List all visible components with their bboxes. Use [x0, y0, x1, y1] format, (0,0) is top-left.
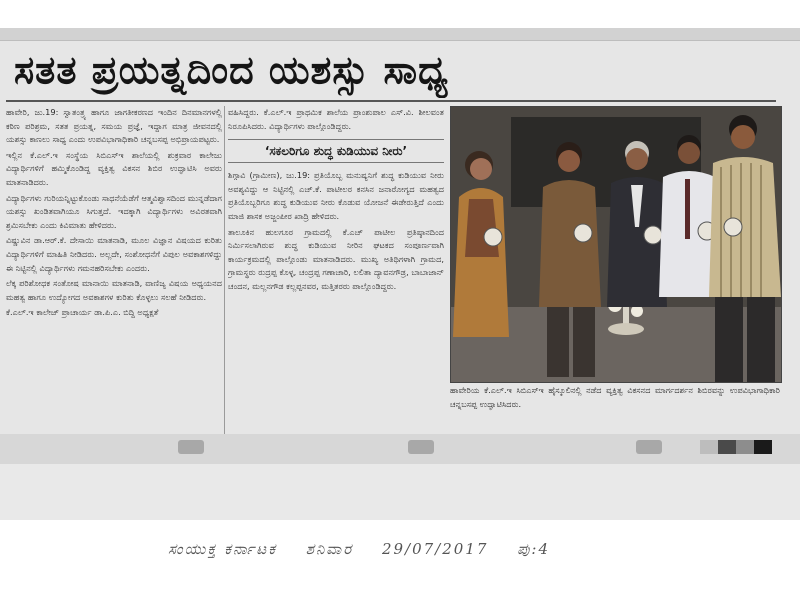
paragraph: ಶಿಗ್ಗಾವಿ (ಗ್ರಾಮೀಣ), ಜು.19: ಪ್ರತಿಯೊಬ್ಬ ಮನುಷ್ಯನಿಗೆ ಶುದ್ಧ ಕುಡಿಯುವ ನೀರು ಅವಶ್ಯವಿದ್ದು ಆ ನಿಟ್ಟಿನಲ್ಲಿ ಎಚ್.ಕೆ. ಪಾಟೀಲರ ಕನಸಿನ ಜನಾರೋಗ್ಯದ ಮಹತ್ವದ ಪ್ರತಿಯೊಬ್ಬರಿಗೂ ಶುದ್ಧ ಕುಡಿಯುವ ನೀರು ಕೊಡುವ ಯೋಜನೆ ಈಡೇರುತ್ತಿದೆ ಎಂದು ಮಾಜಿ ಶಾಸಕ ಅಜ್ಜಂಪೀರ ಖಾದ್ರಿ ಹೇಳಿದರು. — [228, 170, 444, 221]
article-column-2 — [228, 106, 444, 426]
day-name: ಶನಿವಾರ — [305, 540, 354, 558]
paragraph: ಹಾವೇರಿ, ಜು.19: ಸ್ವಾತಂತ್ರ್ಯ ಹಾಗೂ ಜಾಗತೀಕರಣದ ಇಂದಿನ ದಿನಮಾನಗಳಲ್ಲಿ ಕಠಿಣ ಪರಿಶ್ರಮ, ಸತತ ಪ್ರಯತ್ನ, ಸಮಯ ಪ್ರಜ್ಞೆ, ಇದ್ದಾಗ ಮಾತ್ರ ಜೀವನದಲ್ಲಿ ಯಶಸ್ಸು ಕಾಣಲು ಸಾಧ್ಯ ಎಂದು ಉಪವಿಭಾಗಾಧಿಕಾರಿ ಚನ್ನಬಸಪ್ಪ ಅಭಿಪ್ರಾಯಪಟ್ಟರು. — [6, 107, 222, 145]
paragraph: ಲೆಕ್ಕ ಪರಿಶೋಧಕ ಸಂತೋಷ ಮಾನಾಯಿ ಮಾತನಾಡಿ, ವಾಣಿಜ್ಯ ವಿಷಯ ಅಧ್ಯಯನದ ಮಹತ್ವ ಹಾಗೂ ಉದ್ಯೋಗದ ಅವಕಾಶಗಳ ಕುರಿತು ಕೊಳ್ಳಲು ಸಲಹೆ ನೀಡಿದರು. — [6, 278, 222, 302]
paragraph: ವಿದ್ಯಾರ್ಥಿಗಳು ಗುರಿಯನ್ನಿಟ್ಟುಕೊಂಡು ಸಾಧನೆಯೆಡೆಗೆ ಆತ್ಮವಿಶ್ವಾಸದಿಂದ ಮುನ್ನಡೆದಾಗ ಯಶಸ್ಸು ಖಂಡಿತವಾಗಿಯೂ ಸಿಗುತ್ತದೆ. ಇದಕ್ಕಾಗಿ ವಿದ್ಯಾರ್ಥಿಗಳು ಅವಿರತವಾಗಿ ಶ್ರಮಿಸಬೇಕು ಎಂದು ಕಿವಿಮಾತು ಹೇಳಿದರು. — [6, 192, 222, 230]
registration-mark — [636, 440, 662, 454]
publication-date: 29/07/2017 — [381, 540, 489, 558]
news-photo — [450, 106, 782, 383]
paragraph: ಕೆ.ಎಲ್.ಇ ಕಾಲೇಜ್ ಪ್ರಾಚಾರ್ಯ ಡಾ.ಪಿ.ಎ. ಬಿದ್ದಿ ಅಧ್ಯಕ್ಷತೆ — [6, 307, 159, 318]
paragraph: ಇಲ್ಲಿನ ಕೆ.ಎಲ್.ಇ ಸಂಸ್ಥೆಯ ಸಿಬಿಎಸ್‌ಇ ಶಾಲೆಯಲ್ಲಿ ಶುಕ್ರವಾರ ಕಾಲೇಜು ವಿದ್ಯಾರ್ಥಿಗಳಿಗೆ ಹಮ್ಮಿಕೊಂಡಿದ್ದ ವ್ಯಕ್ತಿತ್ವ ವಿಕಸನ ಶಿಬಿರ ಉದ್ಘಾಟಿಸಿ ಅವರು ಮಾತನಾಡಿದರು. — [6, 149, 222, 187]
sub-headline: ‘ಸಕಲರಿಗೂ ಶುದ್ಧ ಕುಡಿಯುವ ನೀರು’ — [228, 139, 444, 163]
clipping-top-edge — [0, 28, 800, 41]
scan-fold-strip — [0, 434, 800, 464]
photo-scene — [451, 107, 781, 382]
registration-mark — [408, 440, 434, 454]
paragraph: ವಿಷ್ಣುವಿನ ಡಾ.ಆರ್.ಕೆ. ದೇಸಾಯಿ ಮಾತನಾಡಿ, ಮೂಲ ವಿಜ್ಞಾನ ವಿಷಯದ ಕುರಿತು ವಿದ್ಯಾರ್ಥಿಗಳಿಗೆ ಮಾಹಿತಿ ನೀಡಿದರು. ಅಲ್ಲದೇ, ಸಂಶೋಧನೆಗೆ ವಿಪುಲ ಅವಕಾಶಗಳಿದ್ದು ಈ ನಿಟ್ಟಿನಲ್ಲಿ ವಿದ್ಯಾರ್ಥಿಗಳು ಗಮನಹರಿಸಬೇಕು ಎಂದರು. — [6, 235, 222, 273]
photo-caption: ಹಾವೇರಿಯ ಕೆ.ಎಲ್.ಇ ಸಿಬಿಎಸ್‌ಇ ಹೈಸ್ಕೂಲಿನಲ್ಲಿ ನಡೆದ ವ್ಯಕ್ತಿತ್ವ ವಿಕಸನದ ಮಾರ್ಗದರ್ಶನ ಶಿಬಿರವನ್ನು ಉಪವಿಭಾಗಾಧಿಕಾರಿ ಚನ್ನಬಸಪ್ಪ ಉದ್ಘಾಟಿಸಿದರು. — [450, 385, 780, 409]
handwritten-source-note — [168, 540, 688, 570]
paragraph: ವಹಿಸಿದ್ದರು. ಕೆ.ಎಲ್.ಇ ಪ್ರಾಥಮಿಕ ಶಾಲೆಯ ಪ್ರಾಂಶುಪಾಲ ಎಸ್.ವಿ. ಶೀಲವಂತ ನಿರೂಪಿಸಿದರು. ವಿದ್ಯಾರ್ಥಿಗಳು ಪಾಲ್ಗೊಂಡಿದ್ದರು. — [228, 107, 444, 131]
color-swatch — [754, 440, 772, 454]
registration-mark — [178, 440, 204, 454]
newspaper-name: ಸಂಯುಕ್ತ ಕರ್ನಾಟಕ — [168, 540, 277, 558]
article-headline: ಸತತ ಪ್ರಯತ್ನದಿಂದ ಯಶಸ್ಸು ಸಾಧ್ಯ — [14, 47, 449, 92]
clipping-bottom-margin — [0, 464, 800, 520]
color-swatch — [718, 440, 736, 454]
color-swatch — [736, 440, 754, 454]
page-number: ಪು:4 — [517, 540, 550, 558]
headline-rule — [6, 100, 776, 102]
color-swatch — [700, 440, 718, 454]
paragraph: ತಾಲೂಕಿನ ಹುಲಗೂರ ಗ್ರಾಮದಲ್ಲಿ ಕೆ.ಎಚ್ ಪಾಟೀಲ ಪ್ರತಿಷ್ಠಾನದಿಂದ ನಿರ್ಮಿಸಲಾಗಿರುವ ಶುದ್ಧ ಕುಡಿಯುವ ನೀರಿನ ಘಟಕದ ಸಂಪೂರ್ಣವಾಗಿ ಕಾರ್ಯಕ್ರಮದಲ್ಲಿ ಪಾಲ್ಗೊಂಡು ಮಾತನಾಡಿದರು. ಮುಖ್ಯ ಅತಿಥಿಗಳಾಗಿ ಗ್ರಾಮದ, ಗ್ರಾಮಸ್ಥರು ರುದ್ರಪ್ಪ ಕೊಳ್ಳ, ಚಂದ್ರಪ್ಪ ಗಣಾಚಾರಿ, ಲಲಿತಾ ದ್ಯಾವನಗೌಡ್ರ, ಬಾಬಾಜಾನ್ ಚಂದನ, ಮಲ್ಲನಗೌಡ ಕಲ್ಲಪ್ಪನವರ, ಮತ್ತಿತರರು ಪಾಲ್ಗೊಂಡಿದ್ದರು. — [228, 226, 444, 291]
